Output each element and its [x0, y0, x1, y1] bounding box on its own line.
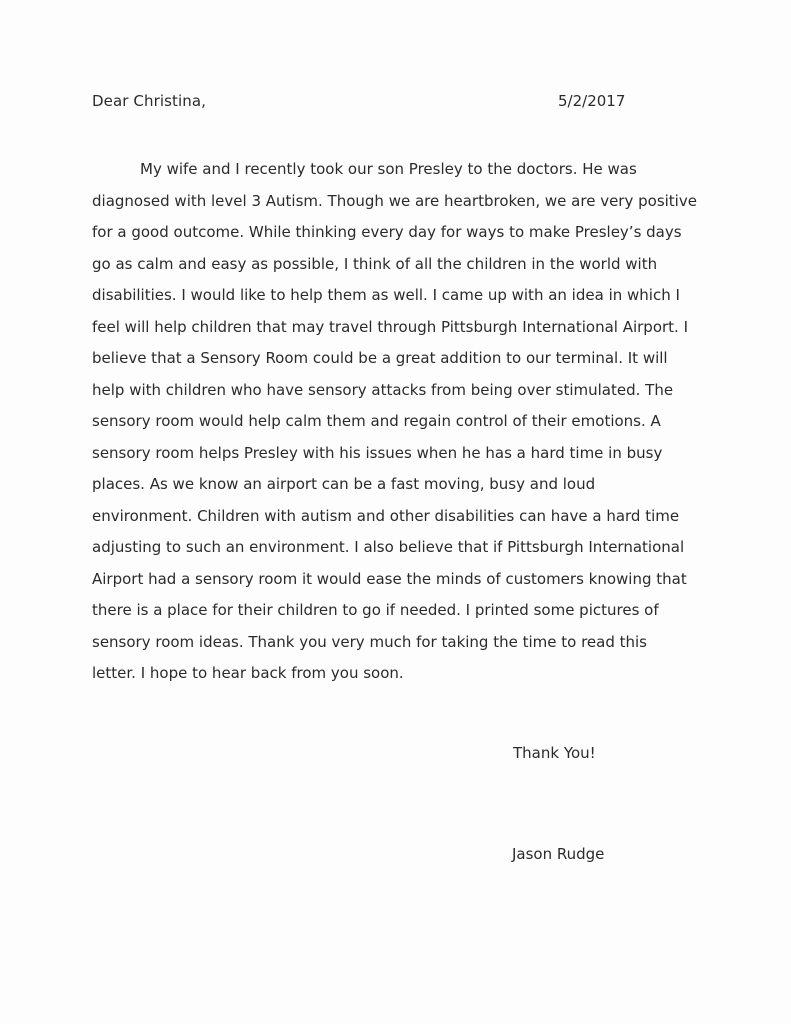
- body-line: believe that a Sensory Room could be a great addition to our terminal. It will: [92, 349, 668, 367]
- letter-signature: Jason Rudge: [512, 845, 605, 863]
- body-line: sensory room ideas. Thank you very much for taking the time to read this: [92, 632, 647, 651]
- body-line: environment. Children with autism and other disabilities can have a hard time: [92, 506, 680, 525]
- body-line: disabilities. I would like to help them as well. I came up with an idea in which I: [92, 286, 680, 304]
- letter-body: [92, 154, 704, 690]
- body-line: sensory room would help calm them and regain control of their emotions. A: [92, 412, 661, 430]
- body-line: there is a place for their children to go if needed. I printed some pictures of: [92, 601, 659, 619]
- body-line: go as calm and easy as possible, I think of all the children in the world with: [92, 254, 658, 273]
- body-line: Airport had a sensory room it would ease the minds of customers knowing that: [92, 569, 687, 588]
- body-line: for a good outcome. While thinking every day for ways to make Presley’s days: [92, 223, 682, 241]
- letter-greeting: Dear Christina,: [92, 92, 207, 110]
- body-line: sensory room helps Presley with his issues when he has a hard time in busy: [92, 443, 663, 462]
- body-line: diagnosed with level 3 Autism. Though we are heartbroken, we are very positive: [92, 191, 697, 210]
- letter-date: 5/2/2017: [558, 92, 626, 110]
- letter-closing: Thank You!: [513, 744, 596, 762]
- body-line: letter. I hope to hear back from you soon.: [92, 664, 404, 682]
- body-line: help with children who have sensory attacks from being over stimulated. The: [92, 380, 674, 399]
- body-line: places. As we know an airport can be a fast moving, busy and loud: [92, 475, 596, 493]
- body-line: My wife and I recently took our son Presley to the doctors. He was: [140, 160, 637, 178]
- body-line: adjusting to such an environment. I also believe that if Pittsburgh International: [92, 538, 685, 556]
- body-line: feel will help children that may travel through Pittsburgh International Airport. I: [92, 317, 689, 336]
